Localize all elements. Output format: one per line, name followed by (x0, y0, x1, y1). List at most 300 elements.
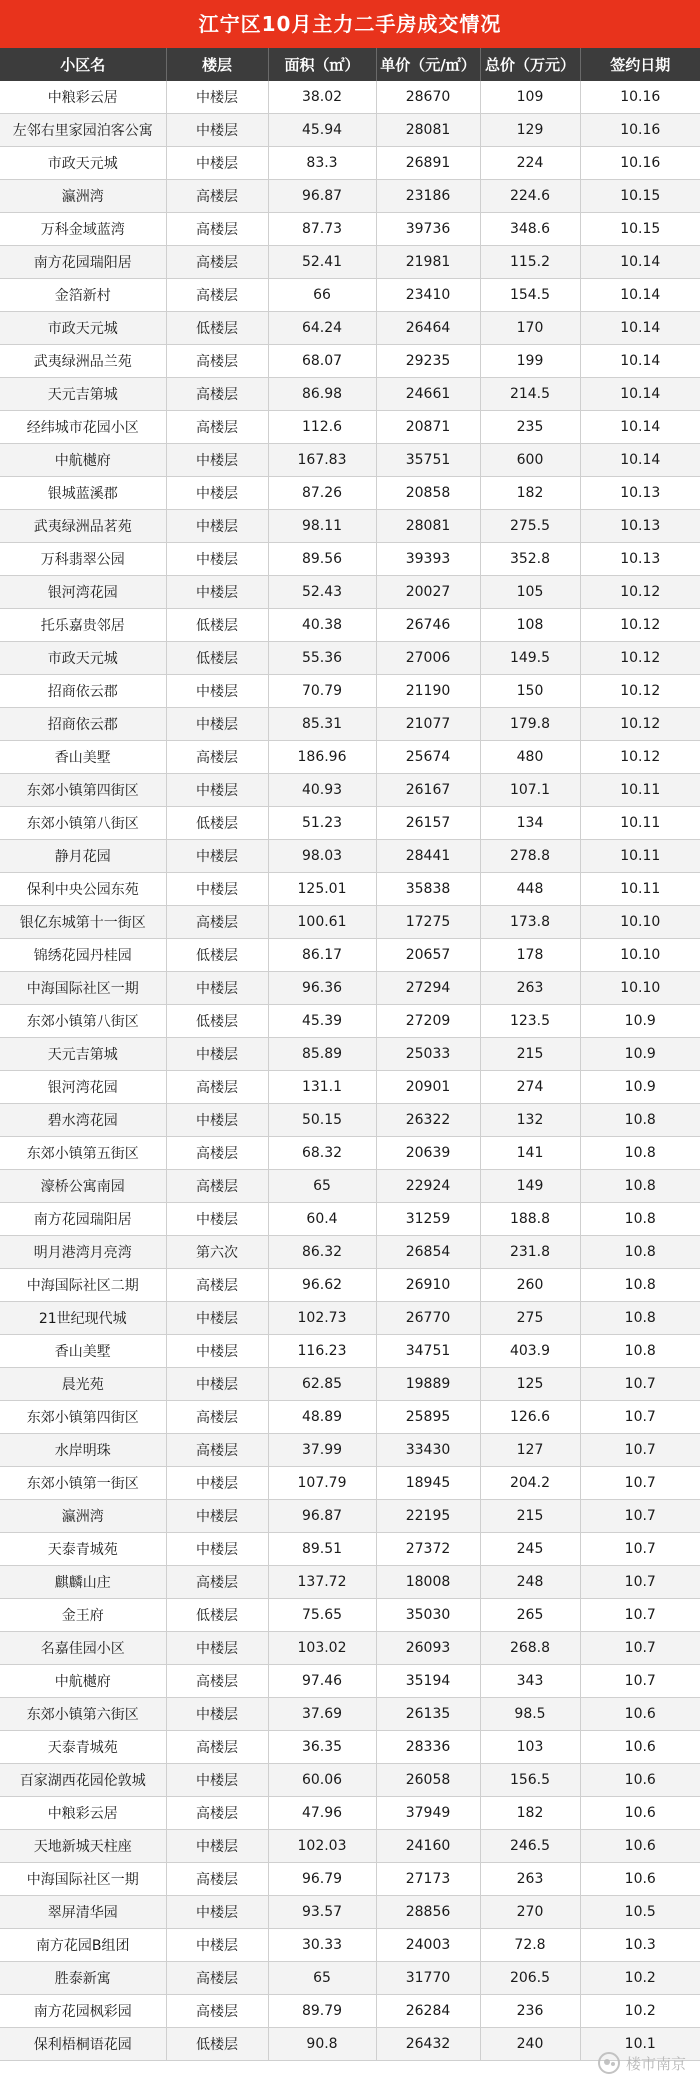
cell-total-price: 245 (480, 1533, 580, 1566)
table-row (0, 279, 700, 312)
table-row (0, 1896, 700, 1929)
cell-area: 90.8 (268, 2028, 376, 2061)
cell-community: 晨光苑 (0, 1368, 166, 1401)
page-title: 江宁区10月主力二手房成交情况 (0, 0, 700, 48)
cell-community: 麒麟山庄 (0, 1566, 166, 1599)
cell-floor: 高楼层 (166, 1434, 268, 1467)
table-row (0, 576, 700, 609)
cell-total-price: 206.5 (480, 1962, 580, 1995)
cell-community: 东郊小镇第六街区 (0, 1698, 166, 1731)
cell-total-price: 263 (480, 1863, 580, 1896)
cell-sign-date: 10.7 (580, 1368, 700, 1401)
cell-area: 47.96 (268, 1797, 376, 1830)
cell-unit-price: 28081 (376, 510, 480, 543)
cell-community: 武夷绿洲品茗苑 (0, 510, 166, 543)
header-unit-price: 单价（元/㎡） (376, 48, 480, 81)
cell-community: 东郊小镇第四街区 (0, 774, 166, 807)
cell-sign-date: 10.16 (580, 114, 700, 147)
cell-total-price: 224 (480, 147, 580, 180)
cell-area: 37.69 (268, 1698, 376, 1731)
cell-sign-date: 10.7 (580, 1533, 700, 1566)
cell-sign-date: 10.7 (580, 1599, 700, 1632)
cell-area: 93.57 (268, 1896, 376, 1929)
cell-unit-price: 26284 (376, 1995, 480, 2028)
cell-unit-price: 33430 (376, 1434, 480, 1467)
table-row (0, 1071, 700, 1104)
table-row (0, 147, 700, 180)
cell-community: 胜泰新寓 (0, 1962, 166, 1995)
table-row (0, 741, 700, 774)
header-total-price: 总价（万元） (480, 48, 580, 81)
cell-floor: 中楼层 (166, 1368, 268, 1401)
cell-sign-date: 10.7 (580, 1566, 700, 1599)
cell-area: 86.32 (268, 1236, 376, 1269)
cell-area: 66 (268, 279, 376, 312)
cell-floor: 高楼层 (166, 213, 268, 246)
cell-sign-date: 10.6 (580, 1830, 700, 1863)
cell-total-price: 134 (480, 807, 580, 840)
cell-area: 45.94 (268, 114, 376, 147)
cell-community: 天元吉第城 (0, 378, 166, 411)
cell-floor: 中楼层 (166, 576, 268, 609)
cell-area: 98.11 (268, 510, 376, 543)
cell-area: 60.06 (268, 1764, 376, 1797)
cell-area: 96.79 (268, 1863, 376, 1896)
cell-sign-date: 10.3 (580, 1929, 700, 1962)
cell-area: 64.24 (268, 312, 376, 345)
table-row (0, 1995, 700, 2028)
cell-area: 51.23 (268, 807, 376, 840)
cell-community: 瀛洲湾 (0, 1500, 166, 1533)
table-row (0, 345, 700, 378)
cell-floor: 中楼层 (166, 1467, 268, 1500)
cell-area: 89.79 (268, 1995, 376, 2028)
table-row (0, 972, 700, 1005)
cell-area: 48.89 (268, 1401, 376, 1434)
cell-area: 102.03 (268, 1830, 376, 1863)
cell-total-price: 275 (480, 1302, 580, 1335)
cell-area: 55.36 (268, 642, 376, 675)
cell-area: 86.17 (268, 939, 376, 972)
cell-sign-date: 10.13 (580, 510, 700, 543)
cell-floor: 中楼层 (166, 1203, 268, 1236)
cell-floor: 高楼层 (166, 1137, 268, 1170)
table-row (0, 1797, 700, 1830)
cell-floor: 中楼层 (166, 81, 268, 114)
cell-area: 87.26 (268, 477, 376, 510)
cell-community: 左邻右里家园泊客公寓 (0, 114, 166, 147)
table-row (0, 444, 700, 477)
cell-unit-price: 21190 (376, 675, 480, 708)
cell-community: 市政天元城 (0, 312, 166, 345)
cell-community: 万科金域蓝湾 (0, 213, 166, 246)
cell-floor: 高楼层 (166, 741, 268, 774)
cell-unit-price: 26854 (376, 1236, 480, 1269)
cell-total-price: 274 (480, 1071, 580, 1104)
cell-unit-price: 28856 (376, 1896, 480, 1929)
cell-community: 南方花园B组团 (0, 1929, 166, 1962)
cell-sign-date: 10.12 (580, 675, 700, 708)
cell-floor: 高楼层 (166, 279, 268, 312)
cell-total-price: 248 (480, 1566, 580, 1599)
cell-total-price: 150 (480, 675, 580, 708)
cell-total-price: 154.5 (480, 279, 580, 312)
cell-floor: 中楼层 (166, 1533, 268, 1566)
cell-area: 125.01 (268, 873, 376, 906)
cell-floor: 中楼层 (166, 708, 268, 741)
cell-unit-price: 18945 (376, 1467, 480, 1500)
cell-total-price: 156.5 (480, 1764, 580, 1797)
cell-total-price: 600 (480, 444, 580, 477)
cell-floor: 中楼层 (166, 1038, 268, 1071)
cell-area: 68.32 (268, 1137, 376, 1170)
table-row (0, 840, 700, 873)
table-row (0, 675, 700, 708)
cell-total-price: 352.8 (480, 543, 580, 576)
cell-community: 东郊小镇第五街区 (0, 1137, 166, 1170)
cell-sign-date: 10.8 (580, 1170, 700, 1203)
cell-total-price: 103 (480, 1731, 580, 1764)
cell-community: 天元吉第城 (0, 1038, 166, 1071)
cell-sign-date: 10.14 (580, 246, 700, 279)
cell-sign-date: 10.11 (580, 840, 700, 873)
table-row (0, 1005, 700, 1038)
cell-sign-date: 10.14 (580, 312, 700, 345)
table-row (0, 1599, 700, 1632)
cell-area: 45.39 (268, 1005, 376, 1038)
transactions-table (0, 48, 700, 2061)
cell-total-price: 149.5 (480, 642, 580, 675)
table-row (0, 1566, 700, 1599)
watermark (598, 2052, 686, 2074)
cell-sign-date: 10.14 (580, 345, 700, 378)
cell-community: 水岸明珠 (0, 1434, 166, 1467)
cell-floor: 中楼层 (166, 1896, 268, 1929)
table-row (0, 1632, 700, 1665)
cell-community: 市政天元城 (0, 642, 166, 675)
table-row (0, 1665, 700, 1698)
table-row (0, 906, 700, 939)
table-row (0, 1698, 700, 1731)
cell-community: 东郊小镇第八街区 (0, 807, 166, 840)
cell-floor: 中楼层 (166, 147, 268, 180)
table-row (0, 180, 700, 213)
cell-unit-price: 39393 (376, 543, 480, 576)
cell-sign-date: 10.7 (580, 1467, 700, 1500)
cell-sign-date: 10.7 (580, 1500, 700, 1533)
cell-unit-price: 35751 (376, 444, 480, 477)
cell-sign-date: 10.8 (580, 1104, 700, 1137)
cell-sign-date: 10.11 (580, 807, 700, 840)
cell-sign-date: 10.12 (580, 642, 700, 675)
cell-community: 南方花园枫彩园 (0, 1995, 166, 2028)
cell-community: 瀛洲湾 (0, 180, 166, 213)
cell-area: 96.87 (268, 180, 376, 213)
table-row (0, 213, 700, 246)
cell-floor: 高楼层 (166, 1170, 268, 1203)
cell-total-price: 149 (480, 1170, 580, 1203)
cell-unit-price: 20871 (376, 411, 480, 444)
cell-unit-price: 23410 (376, 279, 480, 312)
cell-sign-date: 10.2 (580, 1995, 700, 2028)
cell-area: 70.79 (268, 675, 376, 708)
cell-community: 21世纪现代城 (0, 1302, 166, 1335)
cell-community: 中航樾府 (0, 444, 166, 477)
cell-sign-date: 10.10 (580, 972, 700, 1005)
cell-unit-price: 24661 (376, 378, 480, 411)
cell-community: 招商依云郡 (0, 675, 166, 708)
cell-unit-price: 20901 (376, 1071, 480, 1104)
cell-unit-price: 26322 (376, 1104, 480, 1137)
cell-floor: 高楼层 (166, 1995, 268, 2028)
cell-community: 银河湾花园 (0, 576, 166, 609)
cell-area: 87.73 (268, 213, 376, 246)
cell-floor: 中楼层 (166, 1830, 268, 1863)
cell-community: 中粮彩云居 (0, 81, 166, 114)
table-row (0, 1104, 700, 1137)
table-row (0, 1533, 700, 1566)
cell-area: 107.79 (268, 1467, 376, 1500)
cell-sign-date: 10.12 (580, 576, 700, 609)
cell-total-price: 448 (480, 873, 580, 906)
cell-total-price: 188.8 (480, 1203, 580, 1236)
cell-floor: 中楼层 (166, 840, 268, 873)
cell-sign-date: 10.15 (580, 180, 700, 213)
cell-sign-date: 10.8 (580, 1269, 700, 1302)
cell-unit-price: 29235 (376, 345, 480, 378)
table-row (0, 1500, 700, 1533)
cell-sign-date: 10.14 (580, 378, 700, 411)
table-row (0, 1170, 700, 1203)
cell-floor: 高楼层 (166, 1962, 268, 1995)
cell-sign-date: 10.14 (580, 444, 700, 477)
cell-community: 武夷绿洲品兰苑 (0, 345, 166, 378)
cell-community: 名嘉佳园小区 (0, 1632, 166, 1665)
cell-area: 37.99 (268, 1434, 376, 1467)
cell-total-price: 179.8 (480, 708, 580, 741)
cell-floor: 低楼层 (166, 939, 268, 972)
cell-total-price: 270 (480, 1896, 580, 1929)
cell-area: 96.87 (268, 1500, 376, 1533)
table-row (0, 1302, 700, 1335)
cell-unit-price: 20027 (376, 576, 480, 609)
cell-total-price: 235 (480, 411, 580, 444)
cell-total-price: 265 (480, 1599, 580, 1632)
cell-unit-price: 26157 (376, 807, 480, 840)
cell-area: 85.31 (268, 708, 376, 741)
cell-total-price: 126.6 (480, 1401, 580, 1434)
cell-area: 50.15 (268, 1104, 376, 1137)
cell-community: 银河湾花园 (0, 1071, 166, 1104)
cell-area: 60.4 (268, 1203, 376, 1236)
cell-floor: 高楼层 (166, 1731, 268, 1764)
cell-area: 131.1 (268, 1071, 376, 1104)
cell-total-price: 72.8 (480, 1929, 580, 1962)
cell-sign-date: 10.6 (580, 1698, 700, 1731)
cell-total-price: 236 (480, 1995, 580, 2028)
cell-community: 中粮彩云居 (0, 1797, 166, 1830)
table-row (0, 642, 700, 675)
cell-unit-price: 25674 (376, 741, 480, 774)
table-row (0, 1929, 700, 1962)
cell-floor: 低楼层 (166, 807, 268, 840)
table-row (0, 1731, 700, 1764)
cell-sign-date: 10.9 (580, 1038, 700, 1071)
cell-community: 中海国际社区一期 (0, 1863, 166, 1896)
cell-sign-date: 10.10 (580, 906, 700, 939)
cell-community: 天泰青城苑 (0, 1731, 166, 1764)
cell-total-price: 224.6 (480, 180, 580, 213)
cell-total-price: 231.8 (480, 1236, 580, 1269)
table-row (0, 510, 700, 543)
cell-unit-price: 24003 (376, 1929, 480, 1962)
table-body (0, 81, 700, 2061)
cell-unit-price: 26464 (376, 312, 480, 345)
header-area: 面积（㎡） (268, 48, 376, 81)
cell-total-price: 178 (480, 939, 580, 972)
cell-unit-price: 20657 (376, 939, 480, 972)
cell-area: 96.36 (268, 972, 376, 1005)
cell-total-price: 108 (480, 609, 580, 642)
cell-sign-date: 10.12 (580, 708, 700, 741)
cell-community: 碧水湾花园 (0, 1104, 166, 1137)
cell-floor: 高楼层 (166, 246, 268, 279)
cell-community: 濠桥公寓南园 (0, 1170, 166, 1203)
cell-area: 96.62 (268, 1269, 376, 1302)
cell-unit-price: 27006 (376, 642, 480, 675)
cell-total-price: 123.5 (480, 1005, 580, 1038)
table-row (0, 807, 700, 840)
cell-total-price: 115.2 (480, 246, 580, 279)
cell-area: 167.83 (268, 444, 376, 477)
cell-unit-price: 27372 (376, 1533, 480, 1566)
cell-unit-price: 22924 (376, 1170, 480, 1203)
cell-floor: 中楼层 (166, 1302, 268, 1335)
table-row (0, 1401, 700, 1434)
cell-sign-date: 10.8 (580, 1302, 700, 1335)
cell-sign-date: 10.13 (580, 543, 700, 576)
table-row (0, 1368, 700, 1401)
cell-area: 40.93 (268, 774, 376, 807)
cell-total-price: 215 (480, 1038, 580, 1071)
cell-unit-price: 26167 (376, 774, 480, 807)
cell-sign-date: 10.1 (580, 2028, 700, 2061)
cell-floor: 高楼层 (166, 1566, 268, 1599)
cell-sign-date: 10.16 (580, 147, 700, 180)
cell-unit-price: 25895 (376, 1401, 480, 1434)
cell-total-price: 348.6 (480, 213, 580, 246)
cell-sign-date: 10.7 (580, 1434, 700, 1467)
cell-area: 137.72 (268, 1566, 376, 1599)
cell-unit-price: 17275 (376, 906, 480, 939)
cell-floor: 中楼层 (166, 873, 268, 906)
table-row (0, 1335, 700, 1368)
cell-total-price: 240 (480, 2028, 580, 2061)
cell-sign-date: 10.7 (580, 1632, 700, 1665)
cell-unit-price: 35838 (376, 873, 480, 906)
cell-unit-price: 26093 (376, 1632, 480, 1665)
cell-unit-price: 26910 (376, 1269, 480, 1302)
cell-unit-price: 23186 (376, 180, 480, 213)
cell-sign-date: 10.5 (580, 1896, 700, 1929)
cell-unit-price: 25033 (376, 1038, 480, 1071)
cell-unit-price: 27294 (376, 972, 480, 1005)
cell-sign-date: 10.13 (580, 477, 700, 510)
cell-area: 40.38 (268, 609, 376, 642)
cell-community: 保利梧桐语花园 (0, 2028, 166, 2061)
cell-unit-price: 26891 (376, 147, 480, 180)
cell-sign-date: 10.8 (580, 1236, 700, 1269)
cell-sign-date: 10.14 (580, 411, 700, 444)
cell-total-price: 141 (480, 1137, 580, 1170)
table-row (0, 543, 700, 576)
cell-floor: 中楼层 (166, 477, 268, 510)
cell-floor: 高楼层 (166, 345, 268, 378)
cell-total-price: 182 (480, 477, 580, 510)
cell-community: 中海国际社区一期 (0, 972, 166, 1005)
cell-total-price: 480 (480, 741, 580, 774)
cell-total-price: 182 (480, 1797, 580, 1830)
cell-unit-price: 20639 (376, 1137, 480, 1170)
cell-community: 银亿东城第十一街区 (0, 906, 166, 939)
cell-community: 南方花园瑞阳居 (0, 246, 166, 279)
cell-total-price: 263 (480, 972, 580, 1005)
cell-unit-price: 27173 (376, 1863, 480, 1896)
cell-area: 100.61 (268, 906, 376, 939)
table-row (0, 1830, 700, 1863)
table-row (0, 81, 700, 114)
cell-area: 85.89 (268, 1038, 376, 1071)
cell-community: 天泰青城苑 (0, 1533, 166, 1566)
cell-area: 65 (268, 1962, 376, 1995)
cell-total-price: 109 (480, 81, 580, 114)
cell-area: 186.96 (268, 741, 376, 774)
cell-unit-price: 21981 (376, 246, 480, 279)
cell-floor: 中楼层 (166, 675, 268, 708)
cell-floor: 中楼层 (166, 972, 268, 1005)
table-row (0, 939, 700, 972)
cell-sign-date: 10.8 (580, 1137, 700, 1170)
table-row (0, 1764, 700, 1797)
cell-area: 89.51 (268, 1533, 376, 1566)
cell-sign-date: 10.12 (580, 741, 700, 774)
cell-sign-date: 10.7 (580, 1665, 700, 1698)
cell-unit-price: 39736 (376, 213, 480, 246)
cell-unit-price: 35194 (376, 1665, 480, 1698)
cell-floor: 中楼层 (166, 774, 268, 807)
table-row (0, 1962, 700, 1995)
cell-unit-price: 28336 (376, 1731, 480, 1764)
cell-total-price: 215 (480, 1500, 580, 1533)
cell-unit-price: 28441 (376, 840, 480, 873)
cell-floor: 高楼层 (166, 1269, 268, 1302)
cell-area: 112.6 (268, 411, 376, 444)
cell-area: 52.41 (268, 246, 376, 279)
cell-floor: 高楼层 (166, 1797, 268, 1830)
header-floor: 楼层 (166, 48, 268, 81)
cell-area: 86.98 (268, 378, 376, 411)
table-row (0, 1467, 700, 1500)
cell-area: 62.85 (268, 1368, 376, 1401)
table-row (0, 774, 700, 807)
cell-sign-date: 10.15 (580, 213, 700, 246)
cell-total-price: 343 (480, 1665, 580, 1698)
cell-community: 东郊小镇第一街区 (0, 1467, 166, 1500)
cell-community: 中海国际社区二期 (0, 1269, 166, 1302)
cell-community: 银城蓝溪郡 (0, 477, 166, 510)
cell-area: 103.02 (268, 1632, 376, 1665)
cell-floor: 中楼层 (166, 1764, 268, 1797)
